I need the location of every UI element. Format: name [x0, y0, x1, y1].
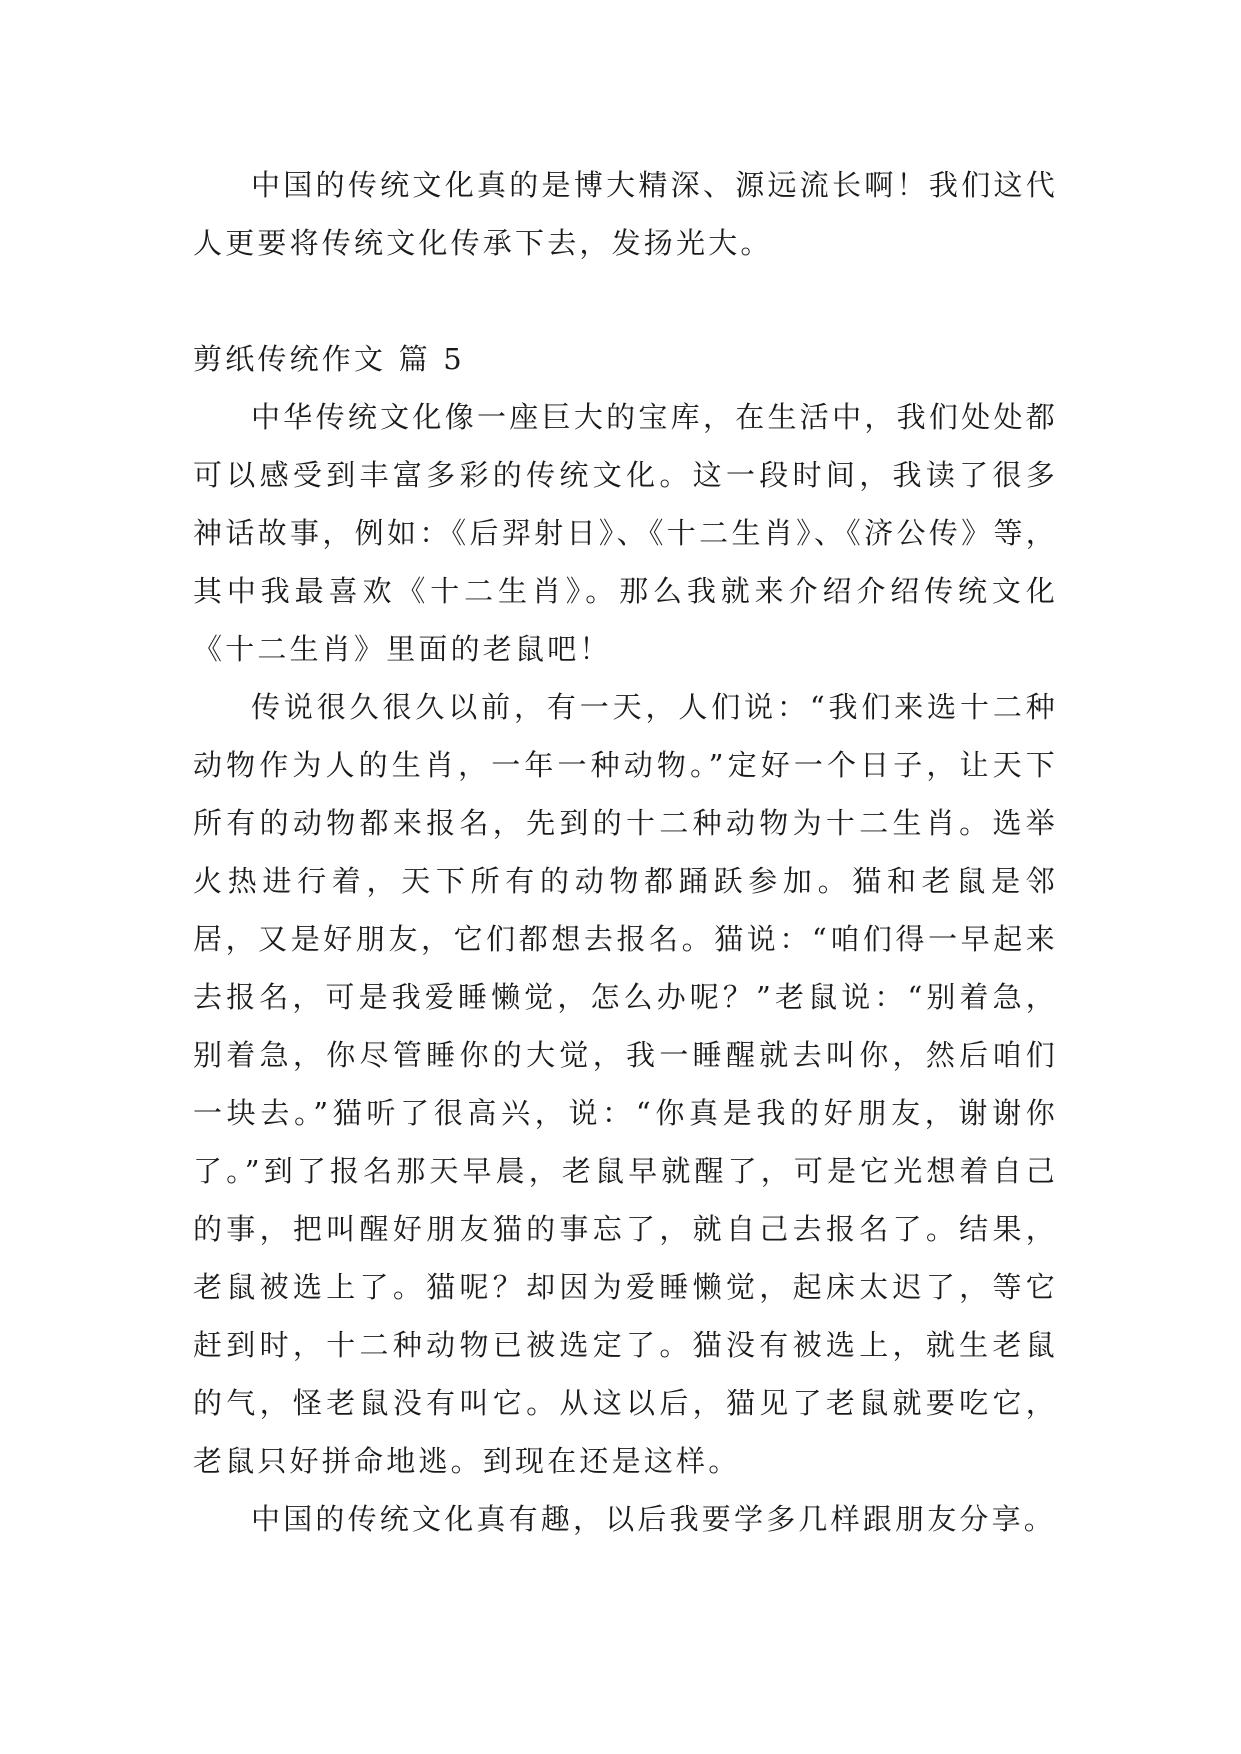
- section-heading: 剪纸传统作文 篇 5: [193, 342, 465, 376]
- intro-paragraph: 中国的传统文化真的是博大精深、源远流长啊！我们这代人更要将传统文化传承下去，发扬光大。: [193, 168, 1058, 260]
- document-body: [193, 156, 1058, 1548]
- paragraph-2: 传说很久很久以前，有一天，人们说：“我们来选十二种动物作为人的生肖，一年一种动物。”定好一个日子，让天下所有的动物都来报名，先到的十二种动物为十二生肖。选举火热进行着，天下所有的动物都踊跃参加。猫和老鼠是邻居，又是好朋友，它们都想去报名。猫说：“咱们得一早起来去报名，可是我爱睡懒觉，怎么办呢？”老鼠说：“别着急，别着急，你尽管睡你的大觉，我一睡醒就去叫你，然后咱们一块去。”猫听了很高兴，说：“你真是我的好朋友，谢谢你了。”到了报名那天早晨，老鼠早就醒了，可是它光想着自己的事，把叫醒好朋友猫的事忘了，就自己去报名了。结果，老鼠被选上了。猫呢？却因为爱睡懒觉，起床太迟了，等它赶到时，十二种动物已被选定了。猫没有被选上，就生老鼠的气，怪老鼠没有叫它。从这以后，猫见了老鼠就要吃它，老鼠只好拼命地逃。到现在还是这样。: [193, 690, 1058, 1478]
- paragraph-3: 中国的传统文化真有趣，以后我要学多几样跟朋友分享。: [251, 1502, 1057, 1536]
- paragraph-1: 中华传统文化像一座巨大的宝库，在生活中，我们处处都可以感受到丰富多彩的传统文化。这一段时间，我读了很多神话故事，例如：《后羿射日》、《十二生肖》、《济公传》等，其中我最喜欢《十二生肖》。那么我就来介绍介绍传统文化《十二生肖》里面的老鼠吧！: [193, 400, 1058, 666]
